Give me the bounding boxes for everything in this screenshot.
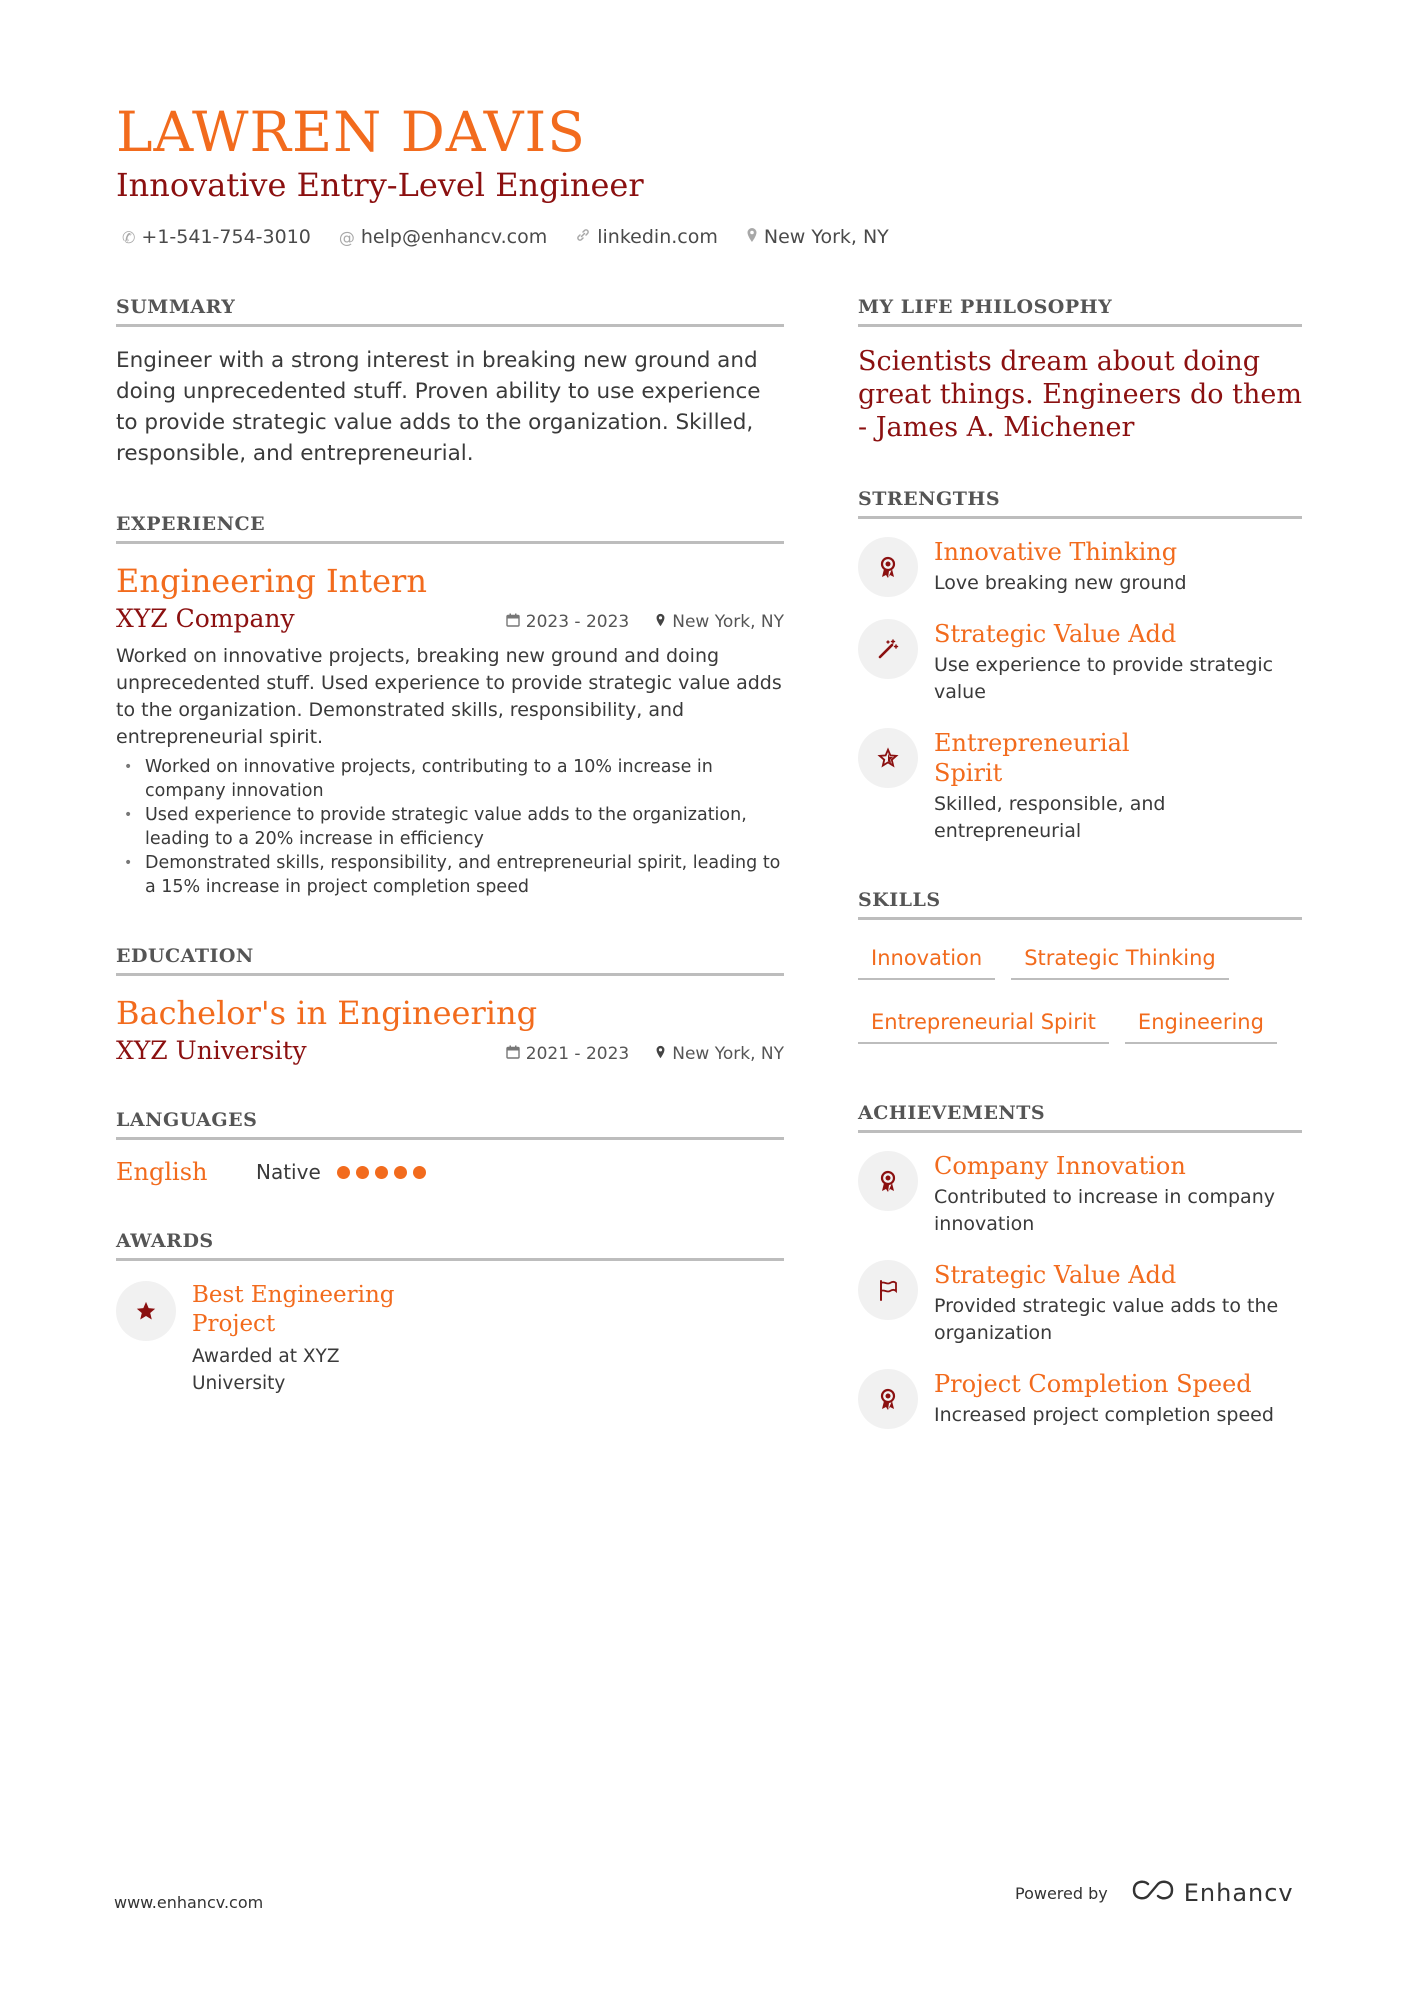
education-dates-text: 2021 - 2023 (525, 1044, 630, 1064)
section-title-education: EDUCATION (116, 945, 784, 976)
section-title-awards: AWARDS (116, 1230, 784, 1261)
strength-body (934, 619, 1274, 706)
achievement-title: Strategic Value Add (934, 1261, 1177, 1289)
strength-description: Skilled, responsible, and entrepreneurial (934, 793, 1166, 842)
rating-dot (337, 1166, 350, 1179)
award-ribbon-icon (858, 537, 918, 597)
experience-section (116, 513, 784, 899)
language-name: English (116, 1158, 208, 1186)
footer-branding (1015, 1878, 1294, 1908)
skill-tag: Entrepreneurial Spirit (858, 998, 1109, 1044)
award-body (192, 1281, 412, 1397)
achievement-title: Company Innovation (934, 1152, 1186, 1180)
contact-location (746, 226, 889, 248)
award-ribbon-icon (858, 1369, 918, 1429)
map-pin-icon (746, 227, 758, 247)
left-column (116, 296, 784, 1397)
phone-icon: ✆ (122, 227, 136, 247)
enhancv-logo-text: Enhancv (1183, 1879, 1294, 1907)
experience-dates (506, 612, 629, 632)
rating-dot (394, 1166, 407, 1179)
achievements-section (858, 1102, 1302, 1429)
section-title-philosophy: MY LIFE PHILOSOPHY (858, 296, 1302, 327)
experience-company: XYZ Company (116, 604, 295, 633)
contact-phone-text: +1-541-754-3010 (141, 226, 311, 248)
experience-dates-text: 2023 - 2023 (525, 612, 630, 632)
strength-title: Innovative Thinking (934, 538, 1178, 566)
experience-company-row (116, 604, 784, 633)
achievement-title: Project Completion Speed (934, 1370, 1252, 1398)
award-ribbon-icon (858, 1151, 918, 1211)
contact-email[interactable] (339, 226, 547, 248)
calendar-icon (506, 1045, 520, 1063)
skill-tag: Innovation (858, 934, 995, 980)
calendar-icon (506, 613, 520, 631)
language-rating (337, 1166, 426, 1179)
link-icon (575, 227, 591, 247)
star-icon (116, 1281, 176, 1341)
contact-bar (122, 226, 889, 248)
award-title: Best Engineering Project (192, 1282, 395, 1337)
strength-title: Entrepreneurial Spirit (934, 729, 1130, 787)
flag-icon (858, 1260, 918, 1320)
skills-section (858, 889, 1302, 1062)
experience-location-text: New York, NY (672, 612, 784, 632)
language-level: Native (256, 1160, 321, 1184)
enhancv-logo-icon (1130, 1878, 1176, 1908)
strength-body (934, 537, 1187, 597)
strength-body (934, 728, 1194, 845)
list-item: • Worked on innovative projects, contributing to a 10% increase in company innovation (116, 755, 784, 803)
rating-dot (356, 1166, 369, 1179)
education-degree: Bachelor's in Engineering (116, 994, 538, 1032)
award-item (116, 1281, 784, 1397)
section-title-achievements: ACHIEVEMENTS (858, 1102, 1302, 1133)
strength-description: Love breaking new ground (934, 572, 1187, 594)
rating-dot (375, 1166, 388, 1179)
experience-description: Worked on innovative projects, breaking new ground and doing unprecedented stuff. Used experience to provide strategic value adds to the organization. Demonstrated skills, responsibility, and entrepreneurial spirit. (116, 645, 782, 748)
contact-linkedin[interactable] (575, 226, 718, 248)
contact-phone[interactable] (122, 226, 311, 248)
strength-description: Use experience to provide strategic value (934, 654, 1274, 703)
education-dates (506, 1044, 629, 1064)
achievement-body (934, 1151, 1294, 1238)
experience-role: Engineering Intern (116, 562, 427, 600)
education-location-text: New York, NY (672, 1044, 784, 1064)
strength-item (858, 619, 1302, 706)
list-item: • Demonstrated skills, responsibility, and entrepreneurial spirit, leading to a 15% increase in project completion speed (116, 851, 784, 899)
education-school: XYZ University (116, 1036, 307, 1065)
strength-item (858, 537, 1302, 597)
summary-section (116, 296, 784, 469)
at-sign-icon: @ (338, 227, 355, 247)
achievement-description: Contributed to increase in company innovation (934, 1186, 1275, 1235)
footer-website[interactable]: www.enhancv.com (114, 1893, 264, 1912)
section-title-languages: LANGUAGES (116, 1109, 784, 1140)
awards-section (116, 1230, 784, 1397)
enhancv-logo[interactable] (1130, 1878, 1294, 1908)
summary-text: Engineer with a strong interest in breaking new ground and doing unprecedented stuff. Proven ability to use experience to provide strategic value adds to the organization. Skilled, responsible, and entrepreneurial. (116, 348, 761, 466)
rating-dot (413, 1166, 426, 1179)
achievement-item (858, 1151, 1302, 1238)
philosophy-section (858, 296, 1302, 444)
achievement-description: Provided strategic value adds to the organization (934, 1295, 1279, 1344)
experience-meta (506, 612, 784, 632)
skill-tag: Strategic Thinking (1011, 934, 1229, 980)
section-title-experience: EXPERIENCE (116, 513, 784, 544)
achievement-body (934, 1260, 1294, 1347)
experience-location (655, 612, 784, 632)
candidate-headline: Innovative Entry-Level Engineer (116, 166, 644, 204)
right-column (858, 296, 1302, 1429)
experience-bullets (116, 755, 784, 899)
achievement-body (934, 1369, 1294, 1429)
achievement-description: Increased project completion speed (934, 1404, 1274, 1426)
strengths-section (858, 488, 1302, 845)
star-badge-icon (858, 728, 918, 788)
skills-list (858, 934, 1302, 1062)
education-location (655, 1044, 784, 1064)
language-row (116, 1158, 784, 1186)
languages-section (116, 1109, 784, 1186)
magic-wand-icon (858, 619, 918, 679)
strength-title: Strategic Value Add (934, 620, 1177, 648)
section-title-strengths: STRENGTHS (858, 488, 1302, 519)
section-title-skills: SKILLS (858, 889, 1302, 920)
powered-by-text: Powered by (1015, 1883, 1108, 1903)
map-pin-icon (655, 613, 666, 631)
education-meta (506, 1044, 784, 1064)
contact-linkedin-text: linkedin.com (597, 226, 718, 248)
strength-item (858, 728, 1302, 845)
section-title-summary: SUMMARY (116, 296, 784, 327)
skill-tag: Engineering (1125, 998, 1277, 1044)
award-description: Awarded at XYZ University (192, 1346, 340, 1394)
list-item: • Used experience to provide strategic value adds to the organization, leading to a 20% increase in efficiency (116, 803, 784, 851)
achievement-item (858, 1369, 1302, 1429)
achievement-item (858, 1260, 1302, 1347)
candidate-name: LAWREN DAVIS (116, 100, 586, 164)
philosophy-quote: Scientists dream about doing great things. Engineers do them - James A. Michener (858, 346, 1302, 443)
contact-location-text: New York, NY (763, 226, 889, 248)
contact-email-text: help@enhancv.com (360, 226, 548, 248)
education-school-row (116, 1036, 784, 1065)
education-section (116, 945, 784, 1065)
map-pin-icon (655, 1045, 666, 1063)
